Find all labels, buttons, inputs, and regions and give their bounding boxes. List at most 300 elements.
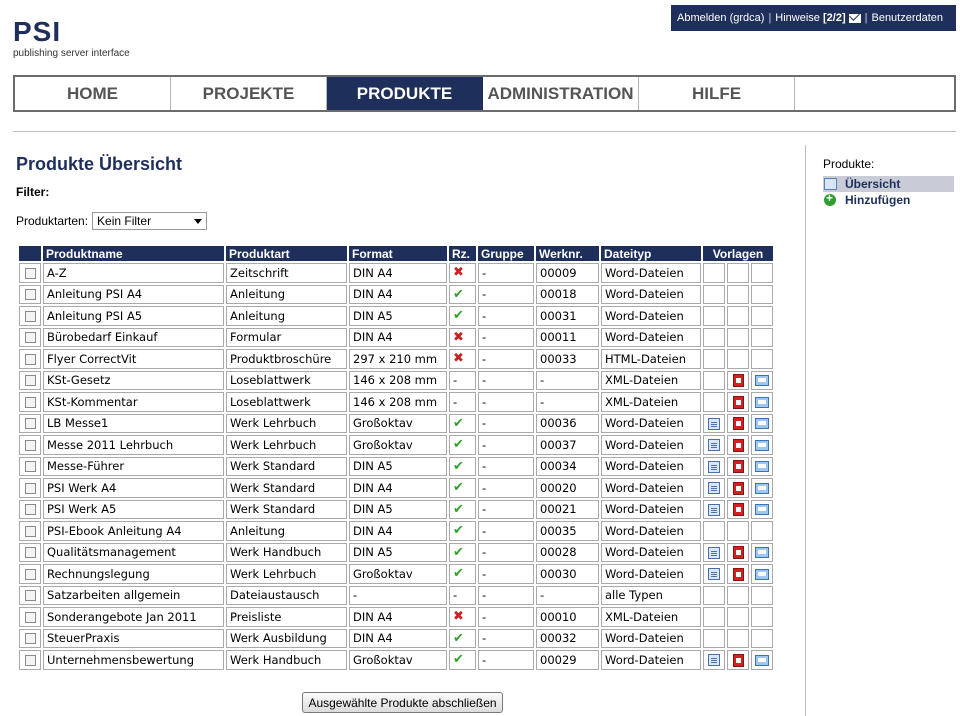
cell-productname: PSI Werk A5 — [43, 500, 224, 520]
cell-group: - — [478, 285, 534, 305]
cell-template-preview — [751, 521, 773, 541]
cell-group: - — [478, 392, 534, 412]
row-checkbox[interactable] — [25, 569, 36, 580]
cell-group: - — [478, 564, 534, 584]
cell-rz — [449, 349, 476, 369]
cell-format: DIN A5 — [349, 306, 447, 326]
cell-filetype: HTML-Dateien — [601, 349, 701, 369]
cell-producttype: Loseblattwerk — [226, 392, 347, 412]
cell-worknr: 00018 — [536, 285, 599, 305]
cell-template-preview — [751, 500, 773, 520]
row-select-cell — [19, 500, 41, 520]
cell-worknr: 00030 — [536, 564, 599, 584]
cell-filetype: Word-Dateien — [601, 500, 701, 520]
cell-template-pdf — [727, 457, 749, 477]
sidebar-item-label: Hinzufügen — [845, 193, 911, 207]
cell-template-pdf — [727, 306, 749, 326]
cell-template-pdf — [727, 263, 749, 283]
preview-icon[interactable] — [755, 418, 769, 429]
cell-template-preview — [751, 285, 773, 305]
cell-template-pdf — [727, 414, 749, 434]
cell-group: - — [478, 521, 534, 541]
cell-worknr: 00033 — [536, 349, 599, 369]
sidebar-item-add[interactable] — [823, 192, 954, 208]
cell-filetype: Word-Dateien — [601, 650, 701, 670]
table-row[interactable] — [19, 435, 773, 455]
cell-template-preview — [751, 328, 773, 348]
row-checkbox[interactable] — [25, 289, 36, 300]
cell-template-preview — [751, 607, 773, 627]
cell-format: - — [349, 586, 447, 606]
cell-rz — [449, 285, 476, 305]
tab-hilfe[interactable]: HILFE — [639, 77, 795, 110]
table-row[interactable] — [19, 263, 773, 283]
cross-icon: ✖ — [453, 351, 464, 367]
cell-format: 146 x 208 mm — [349, 392, 447, 412]
cell-producttype: Anleitung — [226, 285, 347, 305]
cell-group: - — [478, 629, 534, 649]
cell-template-doc — [703, 650, 725, 670]
header-templates: Vorlagen — [703, 246, 773, 261]
cell-producttype: Werk Handbuch — [226, 650, 347, 670]
cell-filetype: XML-Dateien — [601, 607, 701, 627]
cell-producttype: Werk Ausbildung — [226, 629, 347, 649]
cell-template-doc — [703, 500, 725, 520]
overview-icon — [824, 178, 837, 190]
cell-template-doc — [703, 478, 725, 498]
cell-productname: Satzarbeiten allgemein — [43, 586, 224, 606]
row-checkbox[interactable] — [25, 483, 36, 494]
cell-template-doc — [703, 285, 725, 305]
pdf-icon[interactable] — [733, 654, 744, 667]
row-checkbox[interactable] — [25, 633, 36, 644]
cell-group: - — [478, 457, 534, 477]
preview-icon[interactable] — [755, 547, 769, 558]
cell-producttype: Loseblattwerk — [226, 371, 347, 391]
cell-productname: Rechnungslegung — [43, 564, 224, 584]
table-row[interactable] — [19, 414, 773, 434]
cell-productname: Bürobedarf Einkauf — [43, 328, 224, 348]
cell-group: - — [478, 263, 534, 283]
rz-value: - — [453, 394, 458, 409]
row-select-cell — [19, 521, 41, 541]
cross-icon: ✖ — [453, 265, 464, 281]
cell-template-pdf — [727, 371, 749, 391]
cell-rz — [449, 414, 476, 434]
cell-format: Großoktav — [349, 414, 447, 434]
row-checkbox[interactable] — [25, 655, 36, 666]
check-icon: ✔ — [453, 458, 464, 474]
cell-worknr: 00010 — [536, 607, 599, 627]
preview-icon[interactable] — [755, 440, 769, 451]
row-checkbox[interactable] — [25, 332, 36, 343]
cell-worknr: 00036 — [536, 414, 599, 434]
product-type-select[interactable] — [92, 212, 207, 230]
row-select-cell — [19, 435, 41, 455]
document-icon[interactable] — [708, 568, 720, 580]
cell-template-pdf — [727, 392, 749, 412]
cell-rz — [449, 564, 476, 584]
table-row[interactable] — [19, 500, 773, 520]
tab-projekte[interactable]: PROJEKTE — [171, 77, 327, 110]
cell-format: DIN A4 — [349, 478, 447, 498]
cell-productname: KSt-Gesetz — [43, 371, 224, 391]
cell-template-pdf — [727, 564, 749, 584]
preview-icon[interactable] — [755, 375, 769, 386]
cell-worknr: - — [536, 586, 599, 606]
pdf-icon[interactable] — [733, 568, 744, 581]
page-title: Produkte Übersicht — [16, 154, 183, 174]
document-icon[interactable] — [708, 547, 720, 559]
cell-group: - — [478, 650, 534, 670]
sidebar-title: Produkte: — [823, 157, 875, 171]
cell-template-pdf — [727, 349, 749, 369]
cell-group: - — [478, 478, 534, 498]
cell-filetype: Word-Dateien — [601, 457, 701, 477]
cell-format: Großoktav — [349, 435, 447, 455]
cell-productname: PSI Werk A4 — [43, 478, 224, 498]
cell-rz — [449, 371, 476, 391]
document-icon[interactable] — [708, 654, 720, 666]
mail-icon[interactable] — [849, 14, 861, 23]
cell-rz — [449, 586, 476, 606]
table-row[interactable] — [19, 392, 773, 412]
table-row[interactable] — [19, 457, 773, 477]
pdf-icon[interactable] — [733, 482, 744, 495]
row-checkbox[interactable] — [25, 547, 36, 558]
cell-rz — [449, 306, 476, 326]
cell-template-pdf — [727, 650, 749, 670]
cell-group: - — [478, 328, 534, 348]
check-icon: ✔ — [453, 544, 464, 560]
preview-icon[interactable] — [755, 504, 769, 515]
cell-worknr: 00037 — [536, 435, 599, 455]
logo-subtitle: publishing server interface — [13, 48, 130, 59]
pdf-icon[interactable] — [733, 417, 744, 430]
preview-icon[interactable] — [755, 483, 769, 494]
row-checkbox[interactable] — [25, 375, 36, 386]
row-select-cell — [19, 414, 41, 434]
cell-producttype: Anleitung — [226, 306, 347, 326]
cell-template-pdf — [727, 328, 749, 348]
cell-group: - — [478, 349, 534, 369]
cell-template-doc — [703, 263, 725, 283]
document-icon[interactable] — [708, 418, 720, 430]
cell-filetype: XML-Dateien — [601, 371, 701, 391]
cell-group: - — [478, 414, 534, 434]
cell-producttype: Werk Standard — [226, 457, 347, 477]
check-icon: ✔ — [453, 652, 464, 668]
cell-format: DIN A4 — [349, 285, 447, 305]
cell-filetype: Word-Dateien — [601, 543, 701, 563]
row-checkbox[interactable] — [25, 590, 36, 601]
cell-format: DIN A5 — [349, 457, 447, 477]
chevron-down-icon — [194, 219, 202, 224]
products-table — [17, 244, 775, 672]
cell-productname: Messe-Führer — [43, 457, 224, 477]
row-checkbox[interactable] — [25, 612, 36, 623]
cell-producttype: Werk Lehrbuch — [226, 564, 347, 584]
logo-title: PSI — [13, 16, 62, 47]
cell-rz — [449, 263, 476, 283]
check-icon: ✔ — [453, 501, 464, 517]
notices-count: [2/2] — [823, 12, 846, 24]
cell-template-pdf — [727, 478, 749, 498]
row-select-cell — [19, 328, 41, 348]
cell-producttype: Anleitung — [226, 521, 347, 541]
cell-filetype: alle Typen — [601, 586, 701, 606]
cell-group: - — [478, 586, 534, 606]
logout-link[interactable]: Abmelden (grdca) — [677, 12, 765, 24]
preview-icon[interactable] — [755, 397, 769, 408]
table-row[interactable] — [19, 306, 773, 326]
logo[interactable] — [13, 17, 130, 59]
row-select-cell — [19, 349, 41, 369]
row-checkbox[interactable] — [25, 526, 36, 537]
cell-filetype: Word-Dateien — [601, 414, 701, 434]
cell-template-pdf — [727, 629, 749, 649]
tab-home[interactable]: HOME — [15, 77, 171, 110]
cell-filetype: Word-Dateien — [601, 328, 701, 348]
cell-template-pdf — [727, 521, 749, 541]
tab-administration[interactable]: ADMINISTRATION — [483, 77, 639, 110]
cell-format: DIN A4 — [349, 521, 447, 541]
cell-rz — [449, 328, 476, 348]
cell-filetype: Word-Dateien — [601, 478, 701, 498]
cell-worknr: 00028 — [536, 543, 599, 563]
cell-producttype: Zeitschrift — [226, 263, 347, 283]
row-checkbox[interactable] — [25, 418, 36, 429]
preview-icon[interactable] — [755, 569, 769, 580]
table-row[interactable] — [19, 607, 773, 627]
user-data-link[interactable]: Benutzerdaten — [871, 12, 944, 24]
cell-rz — [449, 543, 476, 563]
preview-icon[interactable] — [755, 655, 769, 666]
cell-template-pdf — [727, 285, 749, 305]
cell-template-doc — [703, 371, 725, 391]
sidebar-item-label: Übersicht — [845, 177, 901, 191]
cell-filetype: Word-Dateien — [601, 564, 701, 584]
cell-template-preview — [751, 414, 773, 434]
row-select-cell — [19, 607, 41, 627]
cell-filetype: Word-Dateien — [601, 306, 701, 326]
row-select-cell — [19, 457, 41, 477]
header-producttype[interactable]: Produktart — [226, 246, 347, 261]
cell-format: Großoktav — [349, 564, 447, 584]
cell-template-doc — [703, 414, 725, 434]
table-row[interactable] — [19, 478, 773, 498]
header-format[interactable]: Format — [349, 246, 447, 261]
cell-template-doc — [703, 306, 725, 326]
tab-produkte[interactable]: PRODUKTE — [327, 77, 483, 110]
cell-template-doc — [703, 435, 725, 455]
separator: | — [864, 12, 868, 24]
row-select-cell — [19, 392, 41, 412]
cell-template-preview — [751, 349, 773, 369]
cell-worknr: 00034 — [536, 457, 599, 477]
check-icon: ✔ — [453, 523, 464, 539]
cell-worknr: 00011 — [536, 328, 599, 348]
cell-format: 146 x 208 mm — [349, 371, 447, 391]
sidebar — [823, 157, 954, 208]
cell-template-doc — [703, 543, 725, 563]
table-row[interactable] — [19, 586, 773, 606]
cell-group: - — [478, 500, 534, 520]
cell-productname: KSt-Kommentar — [43, 392, 224, 412]
header-worknr[interactable]: Werknr. — [536, 246, 599, 261]
cell-template-preview — [751, 263, 773, 283]
notices-link[interactable] — [775, 12, 845, 24]
cell-format: Großoktav — [349, 650, 447, 670]
cell-producttype: Dateiaustausch — [226, 586, 347, 606]
pdf-icon[interactable] — [733, 396, 744, 409]
check-icon: ✔ — [453, 566, 464, 582]
cell-template-doc — [703, 521, 725, 541]
cell-group: - — [478, 607, 534, 627]
cell-filetype: Word-Dateien — [601, 435, 701, 455]
cell-rz — [449, 650, 476, 670]
row-checkbox[interactable] — [25, 461, 36, 472]
table-row[interactable] — [19, 328, 773, 348]
cell-template-doc — [703, 586, 725, 606]
cell-productname: Anleitung PSI A4 — [43, 285, 224, 305]
check-icon: ✔ — [453, 630, 464, 646]
header-group[interactable]: Gruppe — [478, 246, 534, 261]
cell-template-pdf — [727, 607, 749, 627]
cross-icon: ✖ — [453, 329, 464, 345]
table-row[interactable] — [19, 521, 773, 541]
cell-filetype: Word-Dateien — [601, 285, 701, 305]
cell-group: - — [478, 435, 534, 455]
check-icon: ✔ — [453, 480, 464, 496]
cell-producttype: Preisliste — [226, 607, 347, 627]
pdf-icon[interactable] — [733, 460, 744, 473]
row-select-cell — [19, 650, 41, 670]
table-row[interactable] — [19, 371, 773, 391]
cell-productname: Messe 2011 Lehrbuch — [43, 435, 224, 455]
cell-filetype: XML-Dateien — [601, 392, 701, 412]
cell-rz — [449, 607, 476, 627]
table-header — [19, 246, 773, 261]
header-productname[interactable]: Produktname — [43, 246, 224, 261]
product-type-value: Kein Filter — [97, 214, 152, 228]
header-filetype[interactable]: Dateityp — [601, 246, 701, 261]
cell-format: 297 x 210 mm — [349, 349, 447, 369]
header-rz[interactable]: Rz. — [449, 246, 476, 261]
header-select — [19, 246, 41, 261]
cell-group: - — [478, 371, 534, 391]
cell-template-preview — [751, 650, 773, 670]
cell-productname: SteuerPraxis — [43, 629, 224, 649]
row-checkbox[interactable] — [25, 397, 36, 408]
pdf-icon[interactable] — [733, 546, 744, 559]
cross-icon: ✖ — [453, 609, 464, 625]
cell-template-pdf — [727, 500, 749, 520]
cell-template-pdf — [727, 543, 749, 563]
complete-products-button[interactable]: Ausgewählte Produkte abschließen — [302, 692, 503, 713]
pdf-icon[interactable] — [733, 439, 744, 452]
cell-template-doc — [703, 607, 725, 627]
table-row[interactable] — [19, 285, 773, 305]
table-row[interactable] — [19, 629, 773, 649]
cell-rz — [449, 500, 476, 520]
cell-format: DIN A4 — [349, 607, 447, 627]
pdf-icon[interactable] — [733, 374, 744, 387]
row-select-cell — [19, 371, 41, 391]
cell-template-pdf — [727, 435, 749, 455]
row-checkbox[interactable] — [25, 268, 36, 279]
cell-group: - — [478, 306, 534, 326]
cell-producttype: Werk Lehrbuch — [226, 414, 347, 434]
row-checkbox[interactable] — [25, 504, 36, 515]
cell-template-doc — [703, 392, 725, 412]
cell-template-preview — [751, 435, 773, 455]
cell-worknr: - — [536, 392, 599, 412]
cell-rz — [449, 478, 476, 498]
cell-worknr: 00021 — [536, 500, 599, 520]
document-icon[interactable] — [708, 439, 720, 451]
row-select-cell — [19, 629, 41, 649]
cell-format: DIN A5 — [349, 500, 447, 520]
preview-icon[interactable] — [755, 461, 769, 472]
row-checkbox[interactable] — [25, 440, 36, 451]
row-checkbox[interactable] — [25, 311, 36, 322]
rz-value: - — [453, 373, 458, 388]
cell-rz — [449, 521, 476, 541]
document-icon[interactable] — [708, 482, 720, 494]
cell-producttype: Werk Lehrbuch — [226, 435, 347, 455]
cell-producttype: Produktbroschüre — [226, 349, 347, 369]
cell-format: DIN A4 — [349, 328, 447, 348]
table-row[interactable] — [19, 650, 773, 670]
table-row[interactable] — [19, 564, 773, 584]
rz-value: - — [453, 588, 458, 603]
document-icon[interactable] — [708, 461, 720, 473]
account-bar — [671, 5, 956, 31]
cell-worknr: 00032 — [536, 629, 599, 649]
cell-producttype: Werk Standard — [226, 500, 347, 520]
divider — [13, 131, 956, 132]
cell-productname: LB Messe1 — [43, 414, 224, 434]
pdf-icon[interactable] — [733, 503, 744, 516]
cell-filetype: Word-Dateien — [601, 263, 701, 283]
row-checkbox[interactable] — [25, 354, 36, 365]
main-nav — [13, 75, 956, 112]
cell-worknr: 00035 — [536, 521, 599, 541]
cell-template-doc — [703, 328, 725, 348]
cell-rz — [449, 629, 476, 649]
cell-productname: A-Z — [43, 263, 224, 283]
cell-worknr: 00029 — [536, 650, 599, 670]
add-icon — [824, 194, 836, 206]
cell-format: DIN A5 — [349, 543, 447, 563]
cell-template-preview — [751, 306, 773, 326]
check-icon: ✔ — [453, 415, 464, 431]
tab-empty — [795, 77, 954, 110]
row-select-cell — [19, 263, 41, 283]
table-row[interactable] — [19, 349, 773, 369]
cell-producttype: Werk Standard — [226, 478, 347, 498]
sidebar-item-overview[interactable] — [823, 176, 954, 192]
cell-filetype: Word-Dateien — [601, 629, 701, 649]
cell-productname: Sonderangebote Jan 2011 — [43, 607, 224, 627]
filter-label: Filter: — [16, 185, 50, 199]
cell-template-preview — [751, 629, 773, 649]
sidebar-divider — [805, 145, 806, 716]
cell-productname: Anleitung PSI A5 — [43, 306, 224, 326]
document-icon[interactable] — [708, 504, 720, 516]
table-row[interactable] — [19, 543, 773, 563]
